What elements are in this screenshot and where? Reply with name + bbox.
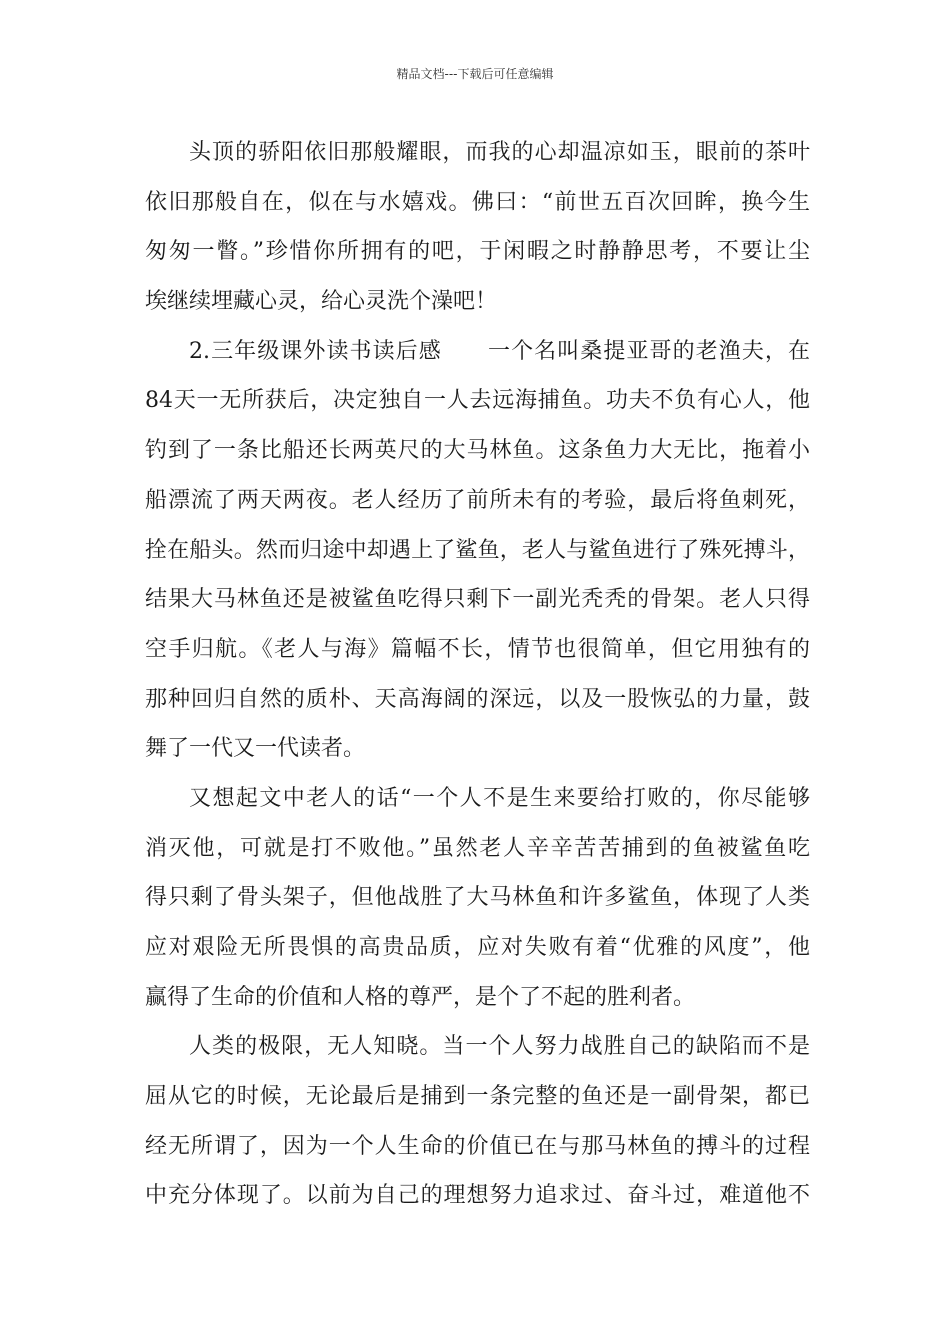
text-line: 那种回归自然的质朴、天高海阔的深远，以及一股恢弘的力量，鼓 [145,686,810,712]
text-line: 埃继续埋藏心灵，给心灵洗个澡吧！ [145,289,498,315]
text-line: 头顶的骄阳依旧那般耀眼，而我的心却温凉如玉，眼前的茶叶 [189,140,810,165]
text-line: 中充分体现了。以前为自己的理想努力追求过、奋斗过，难道他不 [145,1183,810,1209]
text-line: 人类的极限，无人知晓。当一个人努力战胜自己的缺陷而不是 [189,1034,810,1060]
text-line: 屈从它的时候，无论最后是捕到一条完整的鱼还是一副骨架，都已 [145,1084,810,1110]
text-line: 舞了一代又一代读者。 [145,736,366,762]
text-line: 空手归航。《老人与海》篇幅不长，情节也很简单，但它用独有的 [145,636,810,662]
page-header: 精品文档---下载后可任意编辑 [396,67,554,81]
document-body [145,128,810,1221]
text-line: 又想起文中老人的话“一个人不是生来要给打败的，你尽能够 [189,785,810,811]
text-line: 拴在船头。然而归途中却遇上了鲨鱼，老人与鲨鱼进行了殊死搏斗， [145,537,810,563]
text-line: 2.三年级课外读书读后感 一个名叫桑提亚哥的老渔夫，在 [189,338,810,364]
text-line: 得只剩了骨头架子，但他战胜了大马林鱼和许多鲨鱼，体现了人类 [145,885,810,911]
text-line: 应对艰险无所畏惧的高贵品质，应对失败有着“优雅的风度”，他 [145,935,810,960]
text-line: 钓到了一条比船还长两英尺的大马林鱼。这条鱼力大无比，拖着小 [145,438,810,464]
text-line: 经无所谓了，因为一个人生命的价值已在与那马林鱼的搏斗的过程 [145,1133,810,1159]
text-line: 84天一无所获后，决定独自一人去远海捕鱼。功夫不负有心人，他 [145,388,810,414]
text-line: 消灭他，可就是打不败他。”虽然老人辛辛苦苦捕到的鱼被鲨鱼吃 [145,835,810,861]
text-line: 结果大马林鱼还是被鲨鱼吃得只剩下一副光秃秃的骨架。老人只得 [145,587,810,613]
text-line: 匆匆一瞥。”珍惜你所拥有的吧，于闲暇之时静静思考，不要让尘 [145,239,810,265]
text-line: 船漂流了两天两夜。老人经历了前所未有的考验，最后将鱼刺死， [145,487,810,513]
text-line: 赢得了生命的价值和人格的尊严，是个了不起的胜利者。 [145,984,696,1010]
text-line: 依旧那般自在，似在与水嬉戏。佛曰：“前世五百次回眸，换今生 [145,189,810,215]
